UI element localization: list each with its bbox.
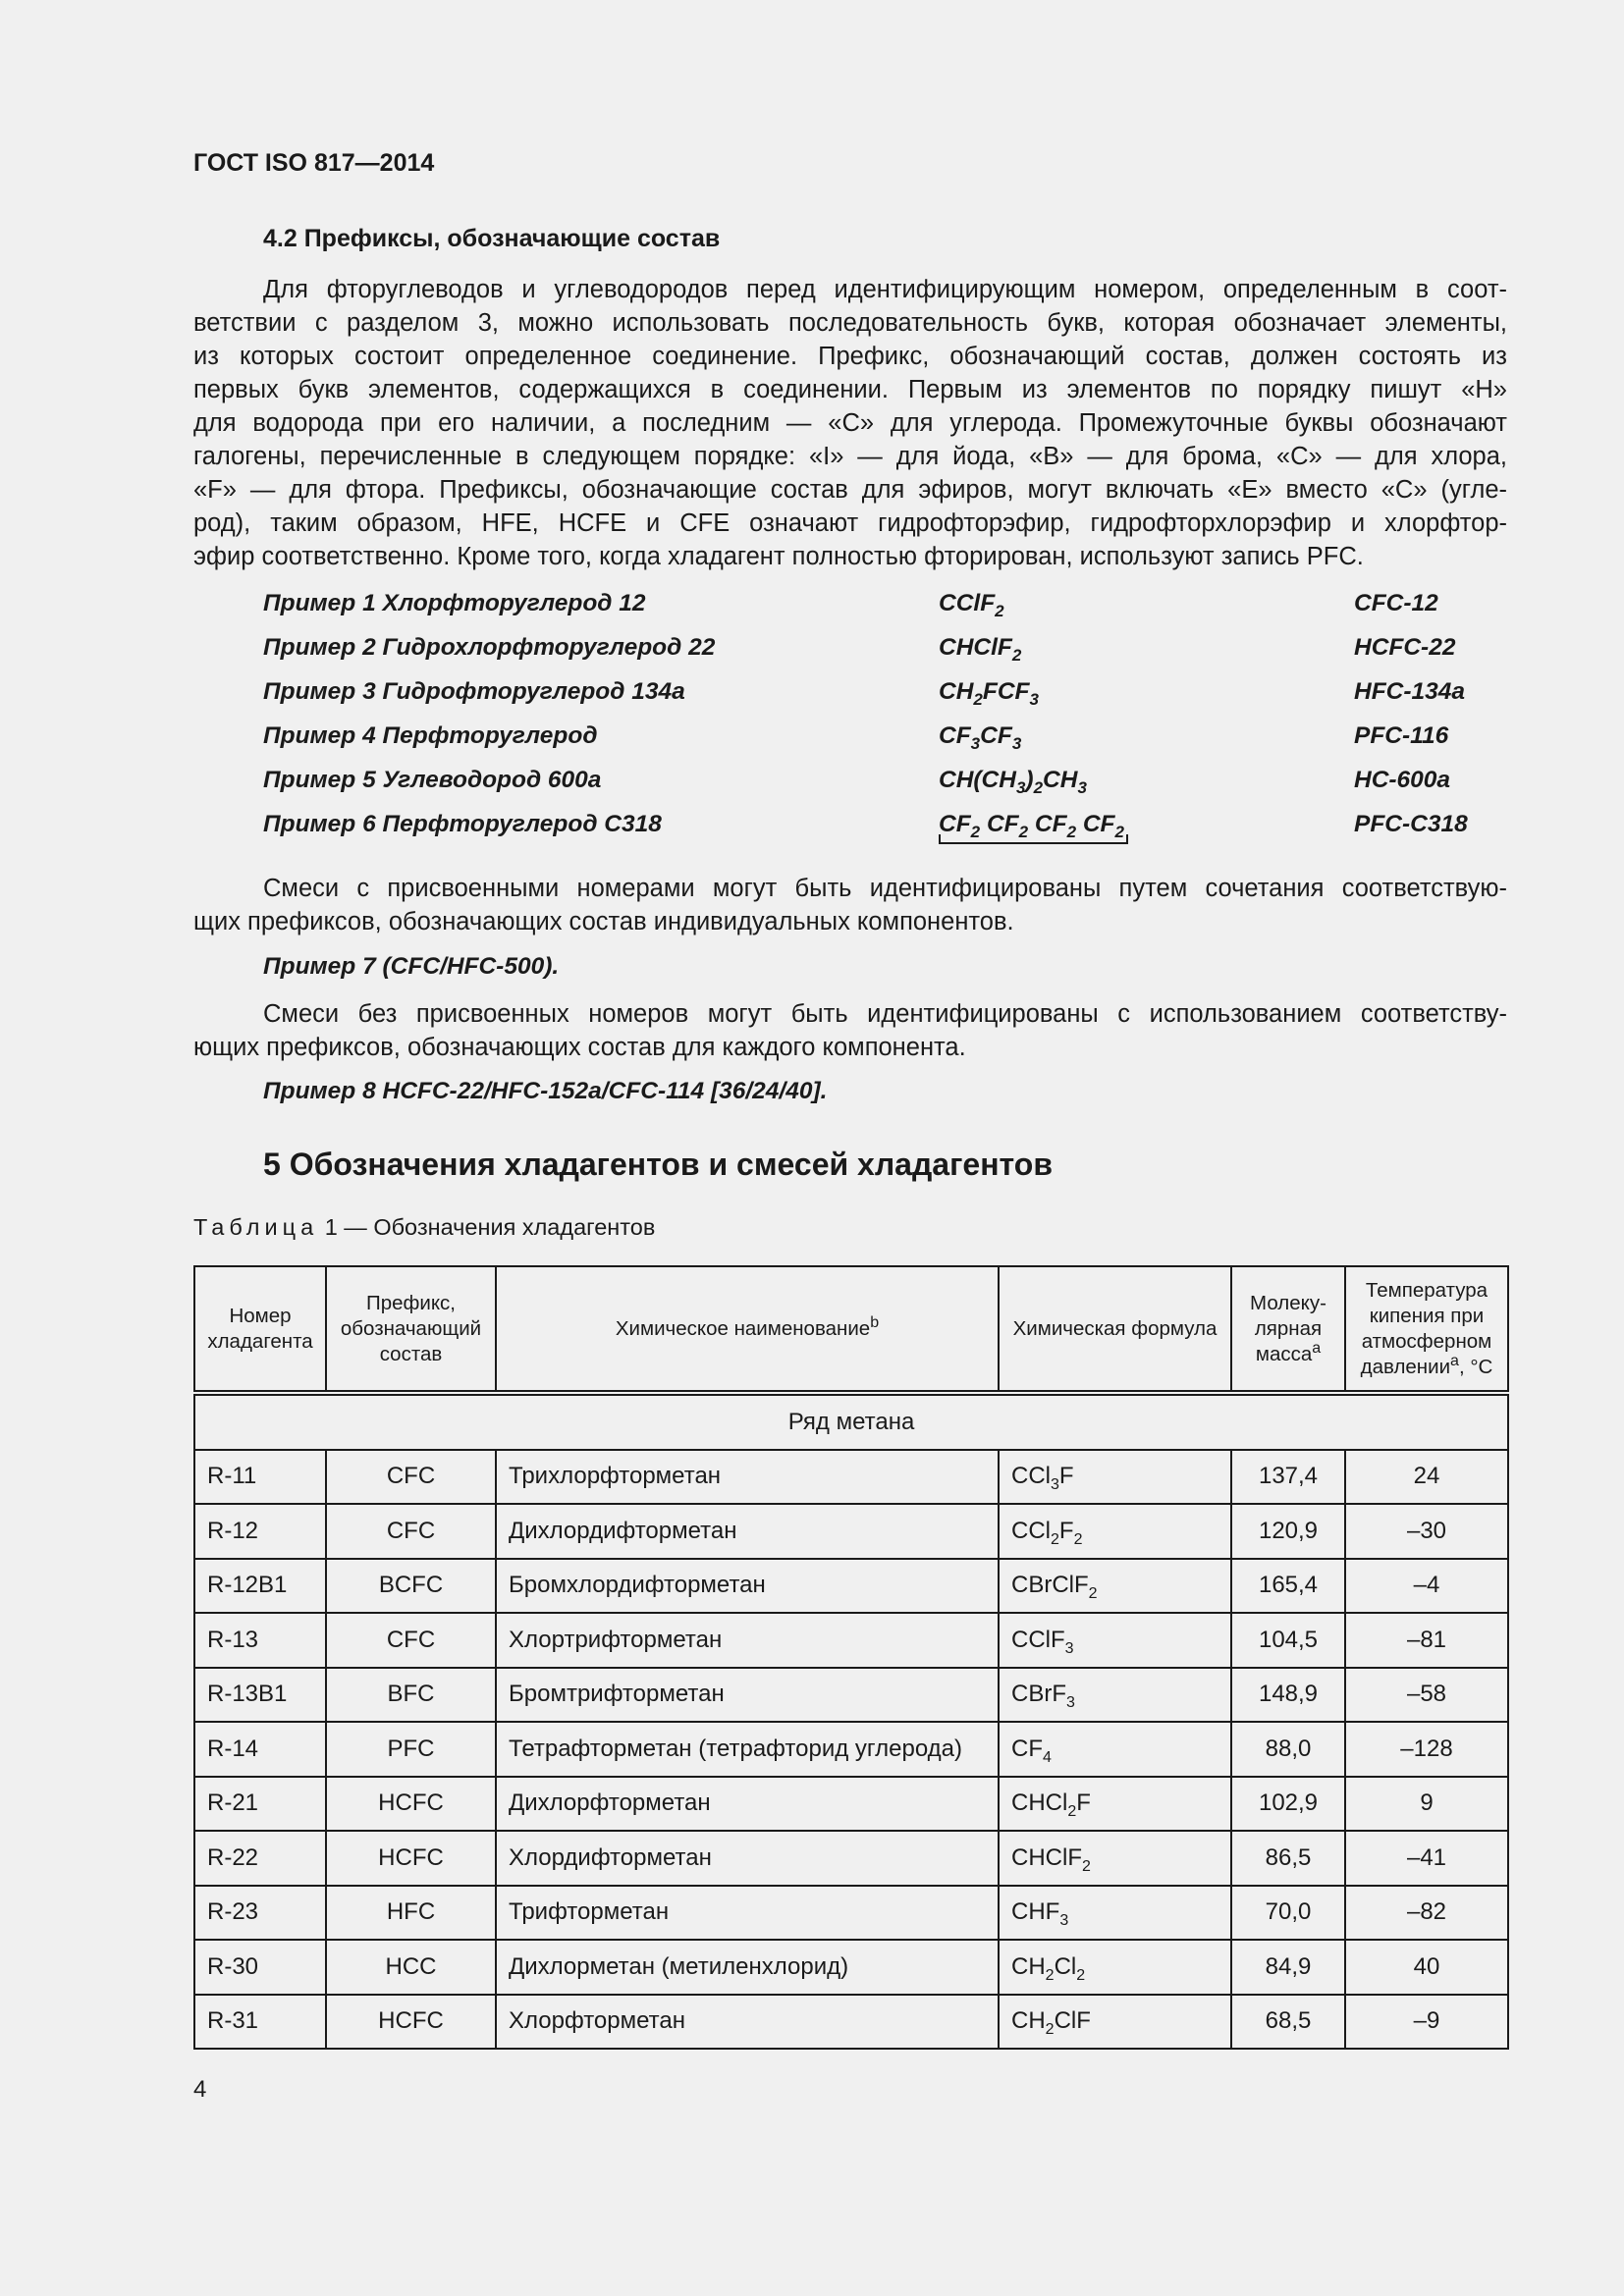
cell-temp: –41 (1345, 1831, 1508, 1886)
cell-number: R-21 (194, 1777, 326, 1832)
cell-name: Дихлордифторметан (496, 1504, 999, 1559)
example-formula: $CH(CH_3)_2CH_3$ (939, 767, 1087, 797)
cell-mass: 137,4 (1231, 1450, 1345, 1505)
cell-temp: –9 (1345, 1995, 1508, 2050)
cell-temp: –58 (1345, 1668, 1508, 1723)
example-name: Пример 4 Перфторуглерод (263, 722, 598, 749)
cell-temp: –30 (1345, 1504, 1508, 1559)
cell-mass: 104,5 (1231, 1613, 1345, 1668)
cell-number: R-13B1 (194, 1668, 326, 1723)
cell-number: R-30 (194, 1940, 326, 1995)
example-name: Пример 1 Хлорфторуглерод 12 (263, 590, 646, 616)
example-code: HFC-134a (1354, 678, 1466, 705)
example-formula-ring (939, 811, 1124, 842)
cell-prefix: HCFC (326, 1831, 496, 1886)
table-header-row (194, 1266, 1508, 1393)
cell-number: R-22 (194, 1831, 326, 1886)
mixtures-named-paragraph (193, 872, 1507, 938)
paragraph-line: эфир соответственно. Кроме того, когда хладагент полностью фторирован, используют запись PFC. (193, 543, 1364, 570)
paragraph-line: Смеси без присвоенных номеров могут быть идентифицированы с использованием соответству- (263, 1000, 1507, 1028)
cell-number: R-23 (194, 1886, 326, 1941)
cell-formula: $CCl_2F_2$ (999, 1504, 1231, 1559)
cell-name: Бромтрифторметан (496, 1668, 999, 1723)
cell-temp: –128 (1345, 1722, 1508, 1777)
cell-formula: $CH_2Cl_2$ (999, 1940, 1231, 1995)
table-row (194, 1995, 1508, 2050)
cell-prefix: HCFC (326, 1995, 496, 2050)
refrigerants-table (193, 1265, 1509, 2050)
cell-temp: –81 (1345, 1613, 1508, 1668)
table-row (194, 1559, 1508, 1614)
cell-temp: 24 (1345, 1450, 1508, 1505)
cell-prefix: HCC (326, 1940, 496, 1995)
cell-name: Хлорфторметан (496, 1995, 999, 2050)
table-row (194, 1722, 1508, 1777)
table-row (194, 1504, 1508, 1559)
cell-prefix: BFC (326, 1668, 496, 1723)
example-formula: CClF$_2$ (939, 590, 1004, 620)
cell-prefix: PFC (326, 1722, 496, 1777)
cell-prefix: HFC (326, 1886, 496, 1941)
paragraph-line: первых букв элементов, содержащихся в соединении. Первым из элементов по порядку пишут «Н» (193, 376, 1507, 403)
header-temp: Температура кипения при атмосферном давлении$^а$, °С (1345, 1266, 1508, 1393)
section-4-2-paragraph (193, 273, 1507, 573)
cell-formula: CHClF$_2$ (999, 1831, 1231, 1886)
table-row (194, 1668, 1508, 1723)
table-caption-label: Таблица (193, 1214, 319, 1240)
paragraph-line: для водорода при его наличии, а последним — «С» для углерода. Промежуточные буквы обозначают (193, 409, 1507, 437)
table-row (194, 1450, 1508, 1505)
table-caption (193, 1214, 655, 1241)
table-row (194, 1613, 1508, 1668)
paragraph-line: Для фторуглеводов и углеводородов перед идентифицирующим номером, определенным в соот- (263, 276, 1507, 303)
cell-formula: CHCl$_2$F (999, 1777, 1231, 1832)
header-name: Химическое наименование$^b$ (496, 1266, 999, 1393)
table-row (194, 1831, 1508, 1886)
page-number: 4 (193, 2076, 207, 2103)
table-row (194, 1940, 1508, 1995)
example-7: Пример 7 (CFC/HFC-500). (263, 953, 560, 980)
example-code: HC-600a (1354, 767, 1451, 793)
cell-mass: 70,0 (1231, 1886, 1345, 1941)
paragraph-line: щих префиксов, обозначающих состав индивидуальных компонентов. (193, 908, 1014, 935)
header-number: Номер хладагента (194, 1266, 326, 1393)
cell-name: Тетрафторметан (тетрафторид углерода) (496, 1722, 999, 1777)
paragraph-line: ющих префиксов, обозначающих состав для каждого компонента. (193, 1034, 966, 1061)
paragraph-line: ветствии с разделом 3, можно использовать последовательность букв, которая обозначает элементы, (193, 309, 1507, 337)
cell-formula: CBrF$_3$ (999, 1668, 1231, 1723)
cell-number: R-12B1 (194, 1559, 326, 1614)
cell-mass: 165,4 (1231, 1559, 1345, 1614)
cell-mass: 68,5 (1231, 1995, 1345, 2050)
ring-bracket: $CF_2$ $CF_2$ $CF_2$ $CF_2$ (939, 811, 1124, 842)
cell-number: R-11 (194, 1450, 326, 1505)
header-formula: Химическая формула (999, 1266, 1231, 1393)
document-header: ГОСТ ISO 817—2014 (193, 149, 435, 177)
mixtures-unnamed-paragraph (193, 997, 1507, 1064)
example-name: Пример 2 Гидрохлорфторуглерод 22 (263, 634, 716, 661)
cell-name: Бромхлордифторметан (496, 1559, 999, 1614)
ring-bracket-line (939, 834, 1128, 844)
cell-name: Трихлорфторметан (496, 1450, 999, 1505)
example-formula: $CH_2FCF_3$ (939, 678, 1039, 709)
table-row (194, 1777, 1508, 1832)
cell-name: Трифторметан (496, 1886, 999, 1941)
example-name: Пример 6 Перфторуглерод С318 (263, 811, 662, 837)
cell-name: Дихлорметан (метиленхлорид) (496, 1940, 999, 1995)
example-name: Пример 5 Углеводород 600a (263, 767, 602, 793)
example-formula: $CF_3CF_3$ (939, 722, 1022, 753)
cell-formula: $CF_4$ (999, 1722, 1231, 1777)
table-caption-text: 1 — Обозначения хладагентов (324, 1214, 656, 1240)
cell-mass: 102,9 (1231, 1777, 1345, 1832)
example-name: Пример 3 Гидрофторуглерод 134a (263, 678, 685, 705)
example-code: CFC-12 (1354, 590, 1438, 616)
cell-mass: 84,9 (1231, 1940, 1345, 1995)
paragraph-line: Смеси с присвоенными номерами могут быть идентифицированы путем сочетания соответствую- (263, 875, 1507, 902)
cell-temp: –82 (1345, 1886, 1508, 1941)
cell-mass: 88,0 (1231, 1722, 1345, 1777)
example-code: HCFC-22 (1354, 634, 1456, 661)
cell-number: R-14 (194, 1722, 326, 1777)
cell-formula: $CHF_3$ (999, 1886, 1231, 1941)
cell-formula: CClF$_3$ (999, 1613, 1231, 1668)
cell-number: R-13 (194, 1613, 326, 1668)
paragraph-line: из которых состоит определенное соединение. Префикс, обозначающий состав, должен состоять из (193, 343, 1507, 370)
cell-mass: 120,9 (1231, 1504, 1345, 1559)
paragraph-line: «F» — для фтора. Префиксы, обозначающие состав для эфиров, могут включать «Е» вместо «С» (угле- (193, 476, 1507, 504)
cell-name: Дихлорфторметан (496, 1777, 999, 1832)
section-4-2-title: 4.2 Префиксы, обозначающие состав (263, 225, 721, 252)
cell-prefix: HCFC (326, 1777, 496, 1832)
header-prefix: Префикс, обозначающий состав (326, 1266, 496, 1393)
table-row (194, 1886, 1508, 1941)
header-mass: Молеку-лярная масса$^а$ (1231, 1266, 1345, 1393)
example-8: Пример 8 HCFC-22/HFC-152a/CFC-114 [36/24/40]. (263, 1078, 828, 1104)
group-label: Ряд метана (194, 1393, 1508, 1450)
cell-temp: 9 (1345, 1777, 1508, 1832)
cell-prefix: CFC (326, 1504, 496, 1559)
section-5-title: 5 Обозначения хладагентов и смесей хладагентов (263, 1147, 1053, 1182)
cell-formula: CBrClF$_2$ (999, 1559, 1231, 1614)
cell-number: R-31 (194, 1995, 326, 2050)
cell-prefix: CFC (326, 1613, 496, 1668)
example-code: PFC-C318 (1354, 811, 1468, 837)
cell-formula: CCl$_3$F (999, 1450, 1231, 1505)
paragraph-line: галогены, перечисленные в следующем порядке: «I» — для йода, «В» — для брома, «С» — для хлора, (193, 443, 1507, 470)
cell-temp: –4 (1345, 1559, 1508, 1614)
cell-mass: 86,5 (1231, 1831, 1345, 1886)
example-code: PFC-116 (1354, 722, 1449, 749)
cell-name: Хлордифторметан (496, 1831, 999, 1886)
table-group-row (194, 1393, 1508, 1450)
cell-number: R-12 (194, 1504, 326, 1559)
cell-temp: 40 (1345, 1940, 1508, 1995)
example-formula: CHClF$_2$ (939, 634, 1022, 665)
cell-prefix: CFC (326, 1450, 496, 1505)
cell-prefix: BCFC (326, 1559, 496, 1614)
cell-mass: 148,9 (1231, 1668, 1345, 1723)
paragraph-line: род), таким образом, HFE, HCFE и CFE означают гидрофторэфир, гидрофторхлорэфир и хлорфтор- (193, 509, 1507, 537)
cell-formula: $CH_2ClF$ (999, 1995, 1231, 2050)
cell-name: Хлортрифторметан (496, 1613, 999, 1668)
